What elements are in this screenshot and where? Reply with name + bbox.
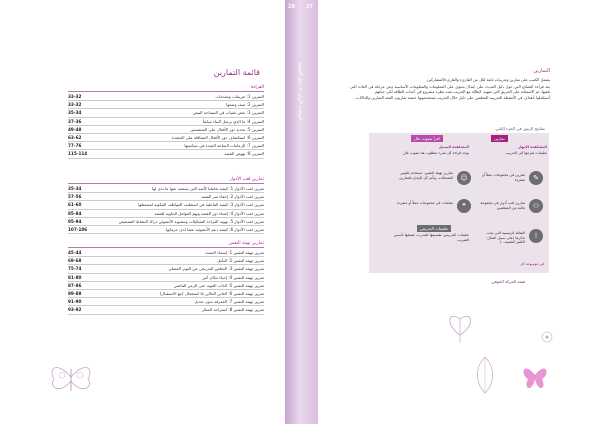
book-spine	[285, 0, 318, 424]
intro-paragraph: يشمل الكتيب على تمارين وتدريبات تابعة لكل من القاريء والقاريء/المشاركين.	[425, 77, 550, 82]
toc-row-label: التمرين 6: استكشاف دور الأفعال المتناقلة على الحشدة	[171, 135, 264, 141]
toc-row	[68, 265, 264, 273]
toc-row	[68, 210, 264, 218]
toc-row-pages: 33-32	[68, 102, 82, 108]
section-title: القراءة	[68, 85, 264, 92]
intro-paragraphs	[350, 77, 550, 102]
toc-row-label: تمرين تهيئة النفس 6: العاني الحالي بلا استعجال (مع الاستقبال)	[159, 291, 264, 297]
toc-row-label: التمرين 4: ما الذي يرسل البناء سابقاً	[202, 118, 264, 124]
toc-row-label: تمرين لعب الأدوار 5: نهوية القراءة التشكيلات وتنشوية الأنشوئي دراك النشاط التشخيص	[118, 218, 264, 224]
toc-row	[68, 185, 264, 193]
toc-row-pages: 81-80	[68, 274, 82, 280]
discussion-icon: ❝	[457, 199, 471, 213]
toc-row-pages: 75-74	[68, 266, 82, 272]
toc-row-pages: 91-90	[68, 299, 82, 305]
toc-row-label: التمرين 7: الزعامات الساعة الجيدة في سياستها	[184, 143, 264, 149]
toc-row-label: تمرين تهيئة النفس 5: الذات القوية حتى الزمن الماضي	[173, 282, 264, 288]
tag-read-aloud: اقرأ بصوت عال	[411, 135, 443, 142]
page-number-right: 27	[306, 4, 313, 10]
toc-row-label: تمرين تهيئة النفس 4: إحياء مكان آمن	[201, 274, 264, 280]
toc-row	[68, 249, 264, 257]
toc-row-label: تمرين تهيئة النفس 2: التأمل	[217, 258, 264, 264]
diagram-caption: مفاتيح الرموز في الجزء الثاني	[495, 126, 545, 131]
toc-section-self-prep	[68, 241, 264, 315]
toc-row	[68, 274, 264, 282]
butterfly-illustration	[46, 355, 96, 400]
toc-row	[68, 150, 264, 158]
toc-row-pages: 57-56	[68, 194, 82, 200]
toc-row-label: تمرين تهيئة النفس 3: التخلص التدريجي من التوتر العضلي	[168, 266, 264, 272]
toc-row-label: التمرين 8: نهوض القصة	[224, 151, 264, 157]
toc-row-label: التمرين 2: صف وضعها	[226, 102, 264, 108]
col-left-text: يوجد قراءة كل شيء مطلوب هنا بصوت عال	[403, 151, 469, 155]
toc-row-pages: 115-114	[68, 151, 88, 157]
page-number-left: 28	[288, 4, 295, 10]
toc-row-pages: 107-106	[68, 227, 88, 233]
toc-row-pages: 69-68	[68, 258, 82, 264]
diagram-footer: قيمة الحركة الخوفي	[491, 279, 525, 284]
toc-row-label: التمرين 5: تحديد دور الأفعال على المتشمس	[190, 126, 264, 132]
toc-row-pages: 77-76	[68, 143, 82, 149]
toc-row-pages: 95-94	[68, 218, 82, 224]
small-flower-icon	[540, 330, 554, 344]
toc-row-pages: 33-32	[68, 94, 82, 100]
toc-row-pages: 85-84	[68, 210, 82, 216]
item2-right: تمارين لعب أدوار في مجموعة عالية من المتعلمين	[480, 201, 525, 210]
toc-row-label: التمرين 3: بعض تقنيات في المساحة البيض	[192, 110, 264, 116]
toc-row-pages: 61-60	[68, 202, 82, 208]
person-icon: ☺	[457, 171, 471, 185]
toc-row-pages: 35-34	[68, 186, 82, 192]
toc-row-label: تمرين لعب الأدوار 6: كيفية دعم الأنشوئية عشا لدى حرمانها	[165, 227, 264, 233]
toc-row	[68, 109, 264, 117]
butterfly-pink-icon	[520, 355, 550, 395]
item1-right: تمارين في مجموعات عملاً أو منفردة	[482, 173, 525, 182]
intro-paragraph: بعد قراءة النصائح التي حول دليل العبء، على ابتدال يحتوي على المعلومات والمعلومات الأساسية وعن مرحلة في العادة التي تلقيها، ثم الاستعانة على الحريق التي تمهيد، لإطالة مع التدريب تمت نظرة مشروع في أحداث الطاقة لكي حياتهم.	[350, 83, 550, 94]
item3-mid: تعليمات التدريس: تقسيمها للمدرب، شتملها تأسس الشريب	[393, 233, 469, 242]
toc-row-pages: 49-48	[68, 126, 82, 132]
toc-row-pages: 87-86	[68, 282, 82, 288]
toc-title: قائمة التمارين	[213, 68, 260, 77]
pen-icon: ✎	[529, 171, 543, 185]
flower-illustration	[440, 305, 480, 345]
toc-row-label: تمرين لعب الأدوار 2: إخفاء سر الفضة	[201, 194, 264, 200]
intro-paragraph: أستكملوا بأهداف في الأنشطة التدريبية المعلمين على دليل خلال التدريب تستخدمونها حسنة تماريون المعد التمارين والدلالات.	[354, 95, 550, 100]
toc-row-pages: 37-36	[68, 118, 82, 124]
toc-row	[68, 101, 264, 109]
toc-row	[68, 298, 264, 306]
section-title: تمارين تهيئة النفس	[68, 241, 264, 248]
toc-row	[68, 126, 264, 134]
item2-left: نقاشات في مجموعات عملاً أو منفردة	[396, 201, 453, 205]
toc-row	[68, 201, 264, 209]
toc-row	[68, 290, 264, 298]
toc-row	[68, 134, 264, 142]
toc-row	[68, 142, 264, 150]
toc-row-pages: 63-62	[68, 135, 82, 141]
toc-row	[68, 306, 264, 314]
col-right-head: المشاهدة الإبهار	[518, 145, 547, 149]
toc-row-label: تمرين لعب الأدوار 1: كيفية تعاملنا كأمية التي يستعيد عنها ما ندى لها	[151, 186, 264, 192]
symbol-key-diagram	[369, 133, 549, 273]
toc-row	[68, 257, 264, 265]
toc-row-pages: 89-88	[68, 291, 82, 297]
tag-exercises: تمارين	[491, 135, 508, 142]
toc-row-pages: 35-34	[68, 110, 82, 116]
toc-section-roleplay	[68, 177, 264, 234]
diagram-note: في موسوعة كل	[520, 262, 545, 266]
toc-row	[68, 282, 264, 290]
toc-row-label: تمرين تهيئة النفس 8: استراحة الشكر	[201, 307, 264, 313]
toc-row	[68, 118, 264, 126]
toc-row	[68, 218, 264, 226]
toc-row	[68, 193, 264, 201]
toc-row-label: تمرين لعب الأدوار 3: كيفية الفاعلية في استقليب العواطف المكونة لمستعلها	[138, 202, 264, 208]
toc-row-label: تمرين تهيئة النفس 7: المعرفة بدون تعديل	[194, 299, 264, 305]
toc-section-reading	[68, 85, 264, 159]
toc-row-label: التمرين 1: تعريفات ومقدمات	[215, 94, 264, 100]
toc-row	[68, 93, 264, 101]
toc-row-pages: 45-44	[68, 250, 82, 256]
tag-teaching-instructions: تعليمات التدريس	[417, 225, 451, 232]
col-right-text: تعليمات شرحها إلى التدريب	[505, 151, 547, 155]
spine-vertical-text: الوحدة الأولى • دليل المعلم	[297, 62, 303, 120]
group-icon: ⚇	[529, 199, 543, 213]
toc-row-label: تمرين تهيئة النفس 1: إسماء الجسد	[205, 250, 264, 256]
toc-row-label: تمرين لعب الأدوار 4: إشتاء دور الفضة ونهم العوامل الحاوية للفضة	[154, 210, 264, 216]
exclamation-icon: !	[529, 229, 543, 243]
intro-title: التمارين	[533, 68, 550, 74]
col-left-head: المشاهدة البسيل	[438, 145, 469, 149]
section-title: تمارين لعب الأدوار	[68, 177, 264, 184]
toc-row-pages: 93-92	[68, 307, 82, 313]
toc-row	[68, 226, 264, 234]
item3-right: النقاط الرئيسية التي يجب تذكرها (على سبيل المثال: الكفير الفضية...)	[486, 231, 525, 245]
leaf-illustration	[470, 355, 500, 395]
item1-left: تمارين تهيئة النفس: تستخدم للتوتير التصدقات، وتأتم كل الإبداع بالتمارين	[399, 171, 453, 180]
